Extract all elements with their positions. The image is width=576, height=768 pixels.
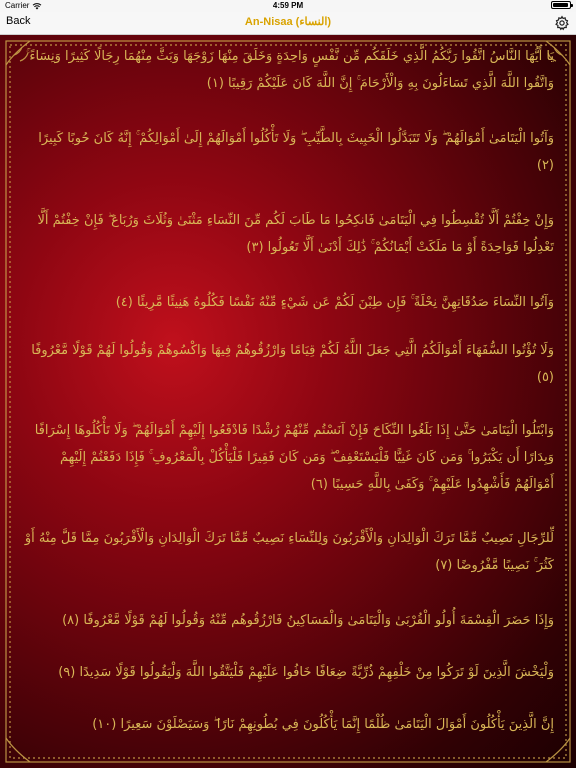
verse-6[interactable]: وَابْتَلُوا الْيَتَامَىٰ حَتَّىٰ إِذَا بَلَغُوا النِّكَاحَ فَإِنْ آنَسْتُم مِّنْهُمْ رُشْدًا فَادْفَعُوا إِلَيْهِمْ أَمْوَالَهُمْ ۖ وَلَا تَأْكُلُوهَا إِسْرَافًا وَبِدَارًا أَن يَكْبَرُوا ۚ وَمَن كَانَ غَنِيًّا فَلْيَسْتَعْفِفْ ۖ وَمَن كَانَ فَقِيرًا فَلْيَأْكُلْ بِالْمَعْرُوفِ ۚ فَإِذَا دَفَعْتُمْ إِلَيْهِمْ أَمْوَالَهُمْ فَأَشْهِدُوا عَلَيْهِمْ ۚ وَكَفَىٰ بِاللَّهِ حَسِيبًا (٦) <box>34 423 554 492</box>
status-bar <box>0 0 576 12</box>
page-title: An-Nisaa (النساء) <box>244 16 332 28</box>
gear-icon[interactable] <box>554 15 570 31</box>
back-button[interactable]: Back <box>6 15 31 27</box>
verse-content-area[interactable] <box>0 35 576 768</box>
verse-8[interactable]: وَإِذَا حَضَرَ الْقِسْمَةَ أُولُو الْقُرْبَىٰ وَالْيَتَامَىٰ وَالْمَسَاكِينُ فَارْزُقُوهُم مِّنْهُ وَقُولُوا لَهُمْ قَوْلًا مَّعْرُوفًا (٨) <box>62 613 554 628</box>
battery-indicator <box>551 1 571 9</box>
verse-2[interactable]: وَآتُوا الْيَتَامَىٰ أَمْوَالَهُمْ ۖ وَلَا تَتَبَدَّلُوا الْخَبِيثَ بِالطَّيِّبِ ۖ وَلَا تَأْكُلُوا أَمْوَالَهُمْ إِلَىٰ أَمْوَالِكُمْ ۚ إِنَّهُ كَانَ حُوبًا كَبِيرًا (٢) <box>38 131 554 173</box>
verse-10[interactable]: إِنَّ الَّذِينَ يَأْكُلُونَ أَمْوَالَ الْيَتَامَىٰ ظُلْمًا إِنَّمَا يَأْكُلُونَ فِي بُطُونِهِمْ نَارًا ۖ وَسَيَصْلَوْنَ سَعِيرًا (١٠) <box>92 717 554 732</box>
verse-1[interactable]: يَا أَيُّهَا النَّاسُ اتَّقُوا رَبَّكُمُ الَّذِي خَلَقَكُم مِّن نَّفْسٍ وَاحِدَةٍ وَخَلَقَ مِنْهَا زَوْجَهَا وَبَثَّ مِنْهُمَا رِجَالًا كَثِيرًا وَنِسَاءً ۚ وَاتَّقُوا اللَّهَ الَّذِي تَسَاءَلُونَ بِهِ وَالْأَرْحَامَ ۚ إِنَّ اللَّهَ كَانَ عَلَيْكُمْ رَقِيبًا (١) <box>26 49 554 91</box>
verse-7[interactable]: لِّلرِّجَالِ نَصِيبٌ مِّمَّا تَرَكَ الْوَالِدَانِ وَالْأَقْرَبُونَ وَلِلنِّسَاءِ نَصِيبٌ مِّمَّا تَرَكَ الْوَالِدَانِ وَالْأَقْرَبُونَ مِمَّا قَلَّ مِنْهُ أَوْ كَثُرَ ۚ نَصِيبًا مَّفْرُوضًا (٧) <box>24 531 554 573</box>
verse-4[interactable]: وَآتُوا النِّسَاءَ صَدُقَاتِهِنَّ نِحْلَةً ۚ فَإِن طِبْنَ لَكُمْ عَن شَيْءٍ مِّنْهُ نَفْسًا فَكُلُوهُ هَنِيئًا مَّرِيئًا (٤) <box>115 295 554 310</box>
verse-9[interactable]: وَلْيَخْشَ الَّذِينَ لَوْ تَرَكُوا مِنْ خَلْفِهِمْ ذُرِّيَّةً ضِعَافًا خَافُوا عَلَيْهِمْ فَلْيَتَّقُوا اللَّهَ وَلْيَقُولُوا قَوْلًا سَدِيدًا (٩) <box>58 665 554 680</box>
battery-fill <box>553 3 568 7</box>
verse-3[interactable]: وَإِنْ خِفْتُمْ أَلَّا تُقْسِطُوا فِي الْيَتَامَىٰ فَانكِحُوا مَا طَابَ لَكُم مِّنَ النِّسَاءِ مَثْنَىٰ وَثُلَاثَ وَرُبَاعَ ۖ فَإِنْ خِفْتُمْ أَلَّا تَعْدِلُوا فَوَاحِدَةً أَوْ مَا مَلَكَتْ أَيْمَانُكُمْ ۚ ذَٰلِكَ أَدْنَىٰ أَلَّا تَعُولُوا (٣) <box>37 213 554 255</box>
navigation-bar <box>0 12 576 35</box>
status-time: 4:59 PM <box>272 1 304 10</box>
verse-5[interactable]: وَلَا تُؤْتُوا السُّفَهَاءَ أَمْوَالَكُمُ الَّتِي جَعَلَ اللَّهُ لَكُمْ قِيَامًا وَارْزُقُوهُمْ فِيهَا وَاكْسُوهُمْ وَقُولُوا لَهُمْ قَوْلًا مَّعْرُوفًا (٥) <box>31 343 554 385</box>
carrier-label: Carrier <box>5 1 30 10</box>
battery-icon <box>551 1 571 9</box>
